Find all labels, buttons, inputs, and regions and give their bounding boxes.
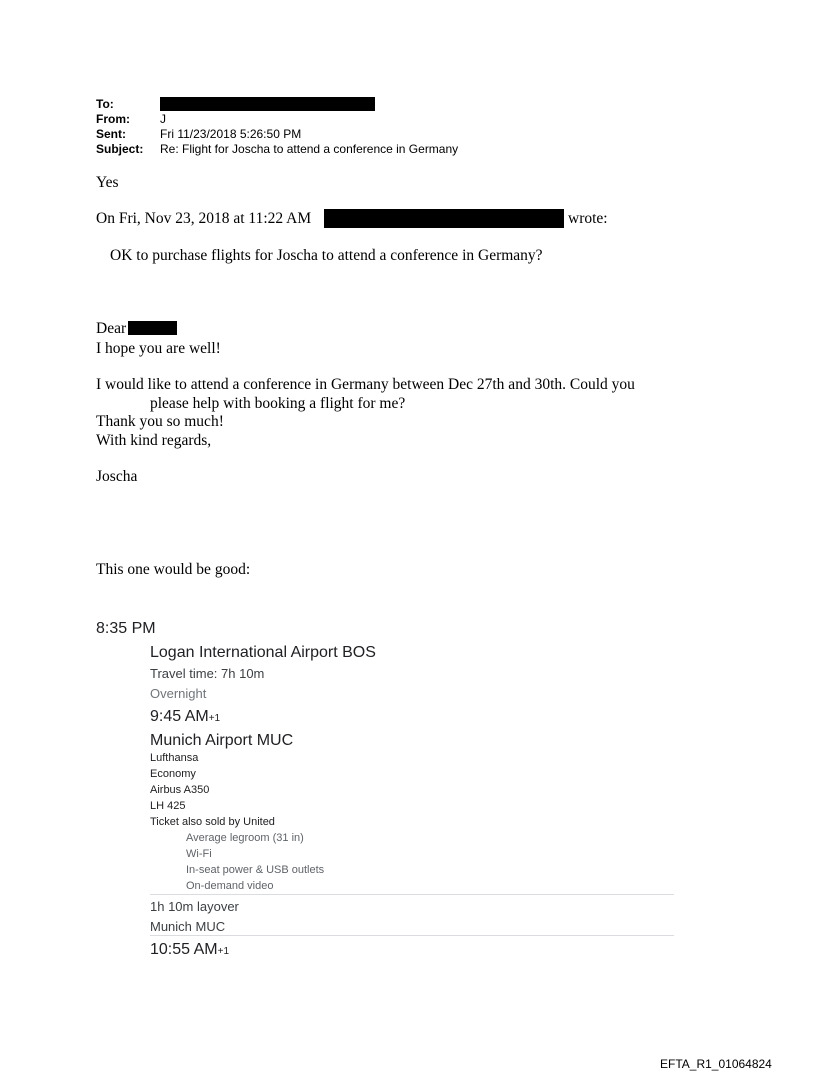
redacted-sender-block bbox=[324, 209, 564, 228]
arrive-time-value: 9:45 AM bbox=[150, 708, 209, 725]
travel-time: Travel time: 7h 10m bbox=[150, 666, 265, 681]
quote-prefix: On Fri, Nov 23, 2018 at 11:22 AM bbox=[96, 210, 312, 227]
amenity-power: In-seat power & USB outlets bbox=[186, 864, 325, 876]
cabin-class: Economy bbox=[150, 768, 196, 780]
line-hope: I hope you are well! bbox=[96, 340, 221, 357]
sent-label: Sent: bbox=[96, 127, 126, 141]
flight-number: LH 425 bbox=[150, 800, 186, 812]
signature: Joscha bbox=[96, 468, 138, 485]
also-sold-by: Ticket also sold by United bbox=[150, 816, 275, 828]
next-time-value: 10:55 AM bbox=[150, 941, 218, 958]
aircraft: Airbus A350 bbox=[150, 784, 210, 796]
line-attend-1: I would like to attend a conference in Germany between Dec 27th and 30th. Could you bbox=[96, 376, 635, 393]
arrive-time bbox=[150, 708, 220, 726]
depart-time: 8:35 PM bbox=[96, 620, 156, 637]
amenity-video: On-demand video bbox=[186, 880, 274, 892]
line-regards: With kind regards, bbox=[96, 432, 212, 449]
overnight-label: Overnight bbox=[150, 686, 207, 701]
layover-duration: 1h 10m layover bbox=[150, 899, 239, 914]
line-good: This one would be good: bbox=[96, 561, 251, 578]
redacted-name-block bbox=[128, 321, 177, 335]
arrive-day-offset: +1 bbox=[208, 713, 221, 724]
from-label: From: bbox=[96, 112, 130, 126]
line-thanks: Thank you so much! bbox=[96, 413, 224, 430]
sent-value: Fri 11/23/2018 5:26:50 PM bbox=[160, 127, 302, 141]
next-time bbox=[150, 941, 229, 959]
quote-suffix: wrote: bbox=[568, 210, 608, 227]
subject-value: Re: Flight for Joscha to attend a conference in Germany bbox=[160, 142, 459, 156]
document-id: EFTA_R1_01064824 bbox=[660, 1057, 772, 1071]
line-attend-2: please help with booking a flight for me? bbox=[150, 395, 406, 412]
depart-airport: Logan International Airport BOS bbox=[150, 644, 376, 661]
question-text: OK to purchase flights for Joscha to attend a conference in Germany? bbox=[110, 247, 543, 264]
greeting: Dear bbox=[96, 320, 127, 337]
subject-label: Subject: bbox=[96, 142, 144, 156]
to-label: To: bbox=[96, 97, 114, 111]
divider-bottom bbox=[150, 935, 674, 936]
next-day-offset: +1 bbox=[217, 946, 230, 957]
layover-airport: Munich MUC bbox=[150, 919, 226, 934]
from-value: J bbox=[160, 112, 166, 126]
reply-text: Yes bbox=[96, 174, 119, 191]
arrive-airport: Munich Airport MUC bbox=[150, 732, 294, 749]
redacted-to-block bbox=[160, 97, 375, 111]
amenity-wifi: Wi-Fi bbox=[186, 848, 212, 860]
amenity-legroom: Average legroom (31 in) bbox=[186, 832, 304, 844]
airline: Lufthansa bbox=[150, 752, 199, 764]
divider-top bbox=[150, 894, 674, 895]
